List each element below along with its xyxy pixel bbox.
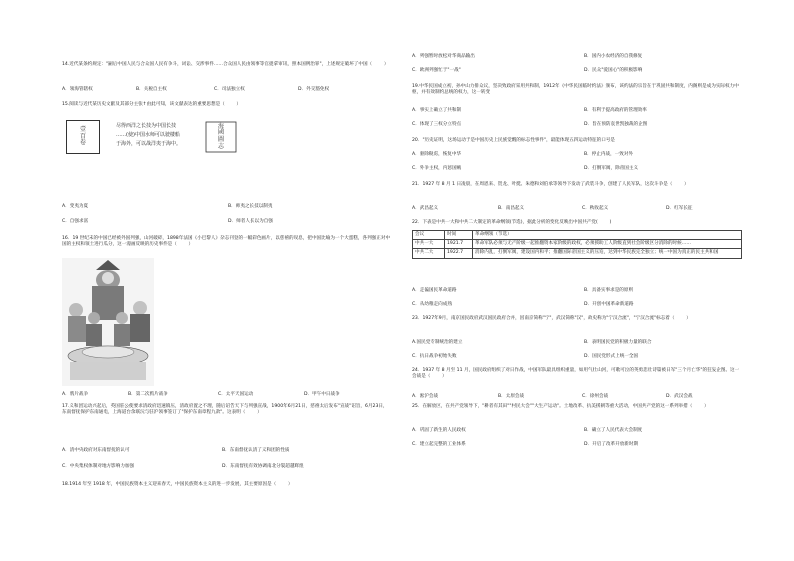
option-c[interactable]: C．建立起完整的工业体系 [412, 442, 466, 447]
option-b[interactable]: B．有利于提高政府的管理效率 [584, 108, 647, 113]
option-c[interactable]: C．徐州会战 [582, 394, 609, 399]
option-b[interactable]: B．国内小农经济的自我修复 [584, 54, 643, 59]
option-b[interactable]: B．太原会战 [498, 394, 525, 399]
option-c[interactable]: C．司法独立权 [214, 87, 245, 92]
option-d[interactable]: D．打倒军阀，除帝国主义 [584, 166, 639, 171]
question-22-stem: 22．下表是中共一大和中共二大制定的革命纲领(节选)，据此分析的变化反映出中国共产党( ) [412, 220, 612, 225]
question-15-stem: 15.阅读与近代某历史文献及其部分主张↑由此可知，该文献表达的重要思想是（ ） [62, 102, 242, 107]
question-16-stem: 16．19 世纪末的中国已经被外国列强，山河破碎，1898年法国《小巴黎人》杂志刊登的一幅彩色画片，以慈禧的叹息，把中国比喻为一个大蛋糕，各列强正对中国的主权和领土进行瓜分，这一漫画反映的历史事件是（ ） [62, 236, 391, 248]
program-cell: 消除内乱，打倒军阀，建设国内和平；推翻国际帝国主义的压迫，达到中华民族完全独立；统一中国为真正的民主共和国 [473, 249, 742, 258]
program-cell: 革命军队必须与无产阶级一起推翻资本家阶级的政权，必须援助工人阶级直到社会阶级区分消除的时候…… [473, 240, 742, 249]
option-c[interactable]: C．自强求富 [62, 219, 89, 224]
question-14-stem: 14.近代某条约规定："嗣后中国人民与合众国人民有争斗，词讼、交涉事件……合众国人民由领事等官捉拿审讯，照本国例治罪"，上述规定破坏了中国（ ） [62, 62, 389, 67]
table-row [413, 249, 742, 258]
question-14 [62, 62, 392, 68]
question-18 [62, 482, 392, 488]
option-d[interactable]: D．开创中国革命新道路 [584, 302, 634, 307]
book-cover-seal [66, 120, 100, 154]
option-d[interactable]: D．外交豁免权 [298, 87, 330, 92]
option-a[interactable]: A．鸦片战争 [62, 392, 89, 397]
question-21-stem: 21．1927 年 8 月 1 日凌晨，在周恩来、贺龙、叶挺、朱德和刘伯承等领导下发动了武装斗争，创建了人民军队，这次斗争是（ ） [412, 182, 689, 187]
option-a[interactable]: A．驱除鞑虏，恢复中华 [412, 152, 462, 157]
option-c[interactable]: C．太平天国运动 [218, 392, 254, 397]
question-17 [62, 404, 392, 416]
question-17-stem: 17.义和团运动兴起后，英国驻公使要求清政府迅速镇压，清政府置之不理，随后诏告天下与列强宣战，1900年6月21日，慈禧太后发布"宣战"诏旨，6月23日，东南督抚保护东南通电，上海道台余联沅与驻沪领事签订了"保护东南章程九款"。这表明（ ） [62, 404, 388, 416]
question-15 [62, 102, 392, 108]
option-d[interactable]: D．东南督抚有效协调南北分裂超越辉煌 [222, 464, 304, 469]
question-23 [412, 316, 742, 322]
question-25-options [412, 428, 742, 450]
question-20 [412, 138, 742, 144]
question-24-stem: 24．1937 年 8 月至 11 月，国民政府组织了对日作战，中国军队最具组织重量，如用气壮山河，可歌可泣的英勇悲壮诗篇被日军"三个月亡华"的狂妄企图。这一会战是（ ） [412, 368, 740, 380]
option-b[interactable]: B．表明国民党的积极力量的联合 [584, 340, 652, 345]
program-table [412, 230, 742, 259]
meeting-cell: 中共一大 [413, 240, 445, 249]
table-header-cell: 革命纲领（节选） [473, 231, 742, 240]
question-18-stem: 18.1914 年至 1918 年，中国民族资本主义迎来春天，中国民族资本主义的进一步发展，其主要原因是（ ） [62, 482, 293, 487]
question-21-options [412, 206, 742, 214]
table-header-row [413, 231, 742, 240]
option-d[interactable]: D．开启了改革开放新时期 [584, 442, 639, 447]
question-19-stem: 19.中华民国成立初，孙中山力排众议，坚决致政府采用共和制，1912年《中华民国临时约法》颁布，该约法的宗旨在于巩固共和制度，内阁则是成为实际权力中枢，并有效制约总统的权力，这一转变 [412, 84, 739, 96]
question-20-options [412, 152, 742, 174]
option-c[interactable]: C．体现了三权分立特点 [412, 122, 462, 127]
question-24 [412, 368, 742, 380]
question-16-options [62, 392, 392, 400]
option-d[interactable]: D．武汉会战 [666, 394, 693, 399]
option-a[interactable]: A．武昌起义 [412, 206, 439, 211]
question-16 [62, 236, 392, 248]
option-a[interactable]: A．列强暂时放松对华商品输出 [412, 54, 475, 59]
option-d[interactable]: D．民众"爱国心"的积极影响 [584, 68, 643, 73]
question-22-options [412, 288, 742, 310]
option-c[interactable]: C．秋收起义 [582, 206, 609, 211]
cake-cartoon-image [62, 258, 154, 386]
option-a[interactable]: A．领海管辖权 [62, 87, 93, 92]
option-c[interactable]: C．外争主权，内惩国贼 [412, 166, 462, 171]
option-d[interactable]: D．甲午中日战争 [304, 392, 340, 397]
date-cell: 1921.7 [445, 240, 473, 249]
option-c[interactable]: C．从幼稚走向成熟 [412, 302, 452, 307]
option-d[interactable]: D．红军长征 [666, 206, 693, 211]
table-header-cell: 会议 [413, 231, 445, 240]
question-22 [412, 220, 742, 226]
option-a[interactable]: A．走偏国民革命道路 [412, 288, 457, 293]
option-a[interactable]: A．巩固了新生的人民政权 [412, 428, 466, 433]
option-c[interactable]: C．抗日战争初始失败 [412, 354, 457, 359]
book-title-calligraphy [204, 120, 238, 154]
seal-left-text: 壹 百 卷 [79, 126, 86, 147]
question-15-figure [62, 120, 262, 156]
option-b[interactable]: B．师夷之长技以制夷 [228, 204, 273, 209]
option-b[interactable]: B．第二次鸦片战争 [128, 392, 168, 397]
option-b[interactable]: B．东南督抚认清了义和团的性质 [222, 448, 290, 453]
option-c[interactable]: C．欧洲列强忙于"一战" [412, 68, 461, 73]
option-b[interactable]: B．南昌起义 [498, 206, 525, 211]
question-24-options [412, 394, 742, 402]
question-15-options [62, 204, 392, 226]
option-a[interactable]: A．事实上确立了共和制 [412, 108, 462, 113]
option-c[interactable]: C．中央集权体制对地方影响力加强 [62, 464, 135, 469]
option-b[interactable]: B．确立了人民代表大会制度 [584, 428, 643, 433]
option-a[interactable]: A．变夷为夏 [62, 204, 89, 209]
question-20-stem: 20．"历史证明，这场运动于是中国历史上民族觉醒的标志性事件"，最能体现五四运动特征的口号是 [412, 138, 616, 143]
cartoon-illustration-icon [62, 258, 154, 386]
question-19 [412, 84, 742, 96]
question-21 [412, 182, 742, 188]
option-a[interactable]: A．淞沪会战 [412, 394, 439, 399]
question-14-options [62, 87, 392, 95]
question-25 [412, 404, 742, 410]
seal-right-text: 海 國 圖 志 [217, 122, 224, 150]
quote-line: 尽得西洋之长技为中国长技 [116, 123, 177, 129]
question-25-stem: 25．在解放区，在共产党领导下，"耕者有其田""村民大会""大生产运动"。土地改革、抗美援朝等重大活动，中国共产党的这一系列举措（ ） [412, 404, 709, 409]
meeting-cell: 中共二大 [413, 249, 445, 258]
date-cell: 1922.7 [445, 249, 473, 258]
table-row [413, 240, 742, 249]
question-17-options [62, 448, 392, 484]
quote-line: ……(使)中国水师可以驶楼船 [116, 131, 180, 138]
question-19-options [412, 108, 742, 130]
question-23-stem: 23．1927年9月，南京国民政府武汉国民政府合并，因南京简称"宁"，武汉简称"汉"，故史称为"宁汉合流"，"宁汉合流"标志着（ ） [412, 316, 691, 321]
option-d[interactable]: D．师者人长以为自强 [228, 219, 273, 224]
option-b[interactable]: B．关税自主权 [136, 87, 167, 92]
option-d[interactable]: D．国民党形式上统一全国 [584, 354, 639, 359]
option-b[interactable]: B．停止内战，一致对外 [584, 152, 634, 157]
quote-line: 于海外，可以战洋夷于海中。 [116, 140, 182, 147]
question-22-table-wrap [412, 230, 742, 280]
question-23-options [412, 340, 742, 362]
option-a[interactable]: A.国民党专制统治的建立 [412, 340, 463, 345]
option-b[interactable]: B．具备实事求是的原则 [584, 288, 634, 293]
option-d[interactable]: D．旨在预防袁世凯独裁的企图 [584, 122, 648, 127]
option-a[interactable]: A．清中央政府对东南督抚的认可 [62, 448, 130, 453]
question-18-options [412, 54, 742, 76]
quote-box [116, 122, 206, 148]
table-header-cell: 时间 [445, 231, 473, 240]
